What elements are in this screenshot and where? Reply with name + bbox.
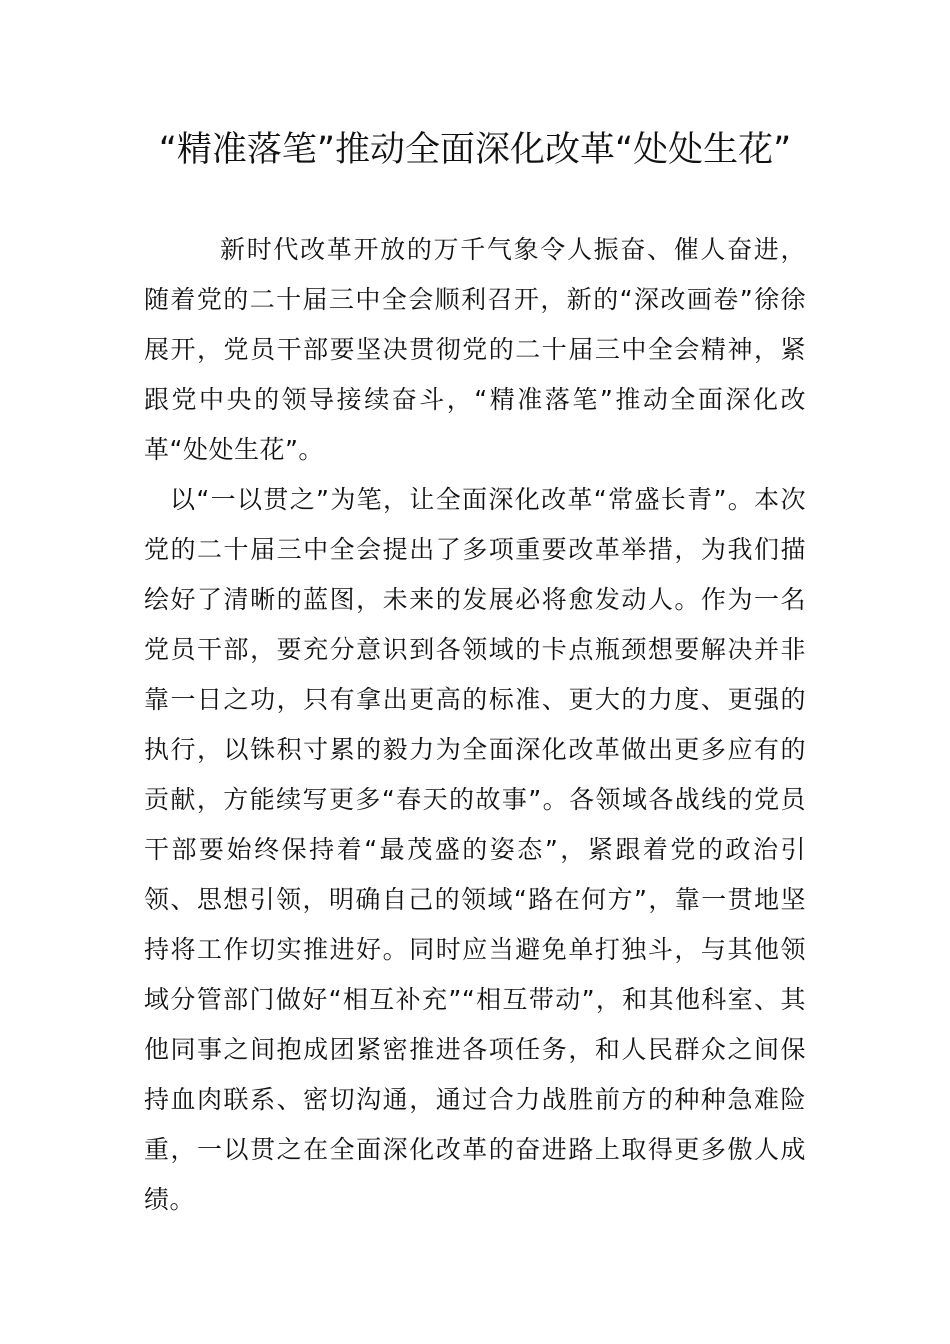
document-title: “精准落笔”推动全面深化改革“处处生花”: [158, 130, 792, 170]
paragraph-1: 新时代改革开放的万千气象令人振奋、催人奋进，随着党的二十届三中全会顺利召开，新的“深改画卷”徐徐展开，党员干部要坚决贯彻党的二十届三中全会精神，紧跟党中央的领导接续奋斗，“精准落笔”推动全面深化改革“处处生花”。: [144, 235, 806, 464]
paragraph-2: 以“一以贯之”为笔，让全面深化改革“常盛长青”。本次党的二十届三中全会提出了多项重要改革举措，为我们描绘好了清晰的蓝图，未来的发展必将愈发动人。作为一名党员干部，要充分意识到各领域的卡点瓶颈想要解决并非靠一日之功，只有拿出更高的标准、更大的力度、更强的执行，以铢积寸累的毅力为全面深化改革做出更多应有的贡献，方能续写更多“春天的故事”。各领域各战线的党员干部要始终保持着“最茂盛的姿态”，紧跟着党的政治引领、思想引领，明确自己的领域“路在何方”，靠一贯地坚持将工作切实推进好。同时应当避免单打独斗，与其他领域分管部门做好“相互补充”“相互带动”，和其他科室、其他同事之间抱成团紧密推进各项任务，和人民群众之间保持血肉联系、密切沟通，通过合力战胜前方的种种急难险重，一以贯之在全面深化改革的奋进路上取得更多傲人成绩。: [144, 485, 806, 1214]
